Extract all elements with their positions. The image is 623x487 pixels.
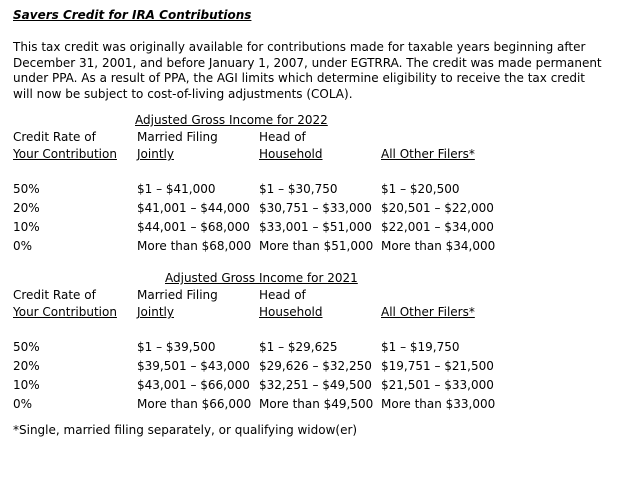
header-jointly: Jointly [137,147,174,161]
header-other-line1 [381,128,501,146]
cell-hoh: More than $49,500 [259,397,374,411]
cell-rate: 50% [13,182,40,196]
cell-hoh: $29,626 – $32,250 [259,359,372,373]
header-other-line1 [381,286,501,304]
cell-married: $1 – $41,000 [137,182,216,196]
cell-rate: 20% [13,201,40,215]
cell-hoh: $30,751 – $33,000 [259,201,372,215]
cell-hoh: More than $51,000 [259,239,374,253]
header-married-line1: Married Filing [137,288,218,302]
cell-hoh: $1 – $30,750 [259,182,338,196]
header-household: Household [259,147,323,161]
header-hoh-line1: Head of [259,288,306,302]
header-credit-rate-line1: Credit Rate of [13,130,96,144]
cell-other: $22,001 – $34,000 [381,220,494,234]
table-row [13,357,501,376]
table-heading-2021: Adjusted Gross Income for 2021 [165,271,358,285]
table-row [13,395,501,414]
footnote: *Single, married filing separately, or qualifying widow(er) [13,423,358,437]
header-all-other-filers: All Other Filers* [381,147,475,161]
cell-rate: 0% [13,397,33,411]
cell-married: $1 – $39,500 [137,340,216,354]
document-page [13,7,613,438]
cell-other: More than $33,000 [381,397,496,411]
table-row [13,180,501,199]
table-row [13,338,501,357]
credit-rate-table-2021 [13,286,501,414]
cell-other: $21,501 – $33,000 [381,378,494,392]
cell-hoh: $33,001 – $51,000 [259,220,372,234]
document-title: Savers Credit for IRA Contributions [13,8,252,22]
table-row [13,199,501,218]
cell-other: $20,501 – $22,000 [381,201,494,215]
cell-other: $19,751 – $21,500 [381,359,494,373]
cell-married: More than $66,000 [137,397,252,411]
cell-other: $1 – $20,500 [381,182,460,196]
cell-rate: 50% [13,340,40,354]
cell-married: $44,001 – $68,000 [137,220,250,234]
header-jointly: Jointly [137,305,174,319]
cell-rate: 20% [13,359,40,373]
header-married-line1: Married Filing [137,130,218,144]
header-credit-rate-line1: Credit Rate of [13,288,96,302]
table-row [13,218,501,237]
header-hoh-line1: Head of [259,130,306,144]
header-your-contribution: Your Contribution [13,305,117,319]
cell-married: More than $68,000 [137,239,252,253]
table-heading-2022: Adjusted Gross Income for 2022 [135,113,328,127]
cell-rate: 0% [13,239,33,253]
agi-table-2022 [13,112,613,256]
cell-rate: 10% [13,220,40,234]
table-row [13,376,501,395]
cell-hoh: $1 – $29,625 [259,340,338,354]
header-household: Household [259,305,323,319]
credit-rate-table-2022 [13,128,501,256]
intro-paragraph: This tax credit was originally available for contributions made for taxable years beginning after December 31, 2001, and before January 1, 2007, under EGTRRA. The credit was made permanent under PPA. As a result of PPA, the AGI limits which determine eligibility to receive the tax credit will now be subject to cost-of-living adjustments (COLA). [13,40,602,101]
cell-hoh: $32,251 – $49,500 [259,378,372,392]
table-spacer [13,320,501,338]
cell-other: $1 – $19,750 [381,340,460,354]
cell-rate: 10% [13,378,40,392]
cell-other: More than $34,000 [381,239,496,253]
cell-married: $39,501 – $43,000 [137,359,250,373]
header-all-other-filers: All Other Filers* [381,305,475,319]
cell-married: $41,001 – $44,000 [137,201,250,215]
header-your-contribution: Your Contribution [13,147,117,161]
agi-table-2021 [13,270,613,414]
table-spacer [13,162,501,180]
table-row [13,237,501,256]
cell-married: $43,001 – $66,000 [137,378,250,392]
